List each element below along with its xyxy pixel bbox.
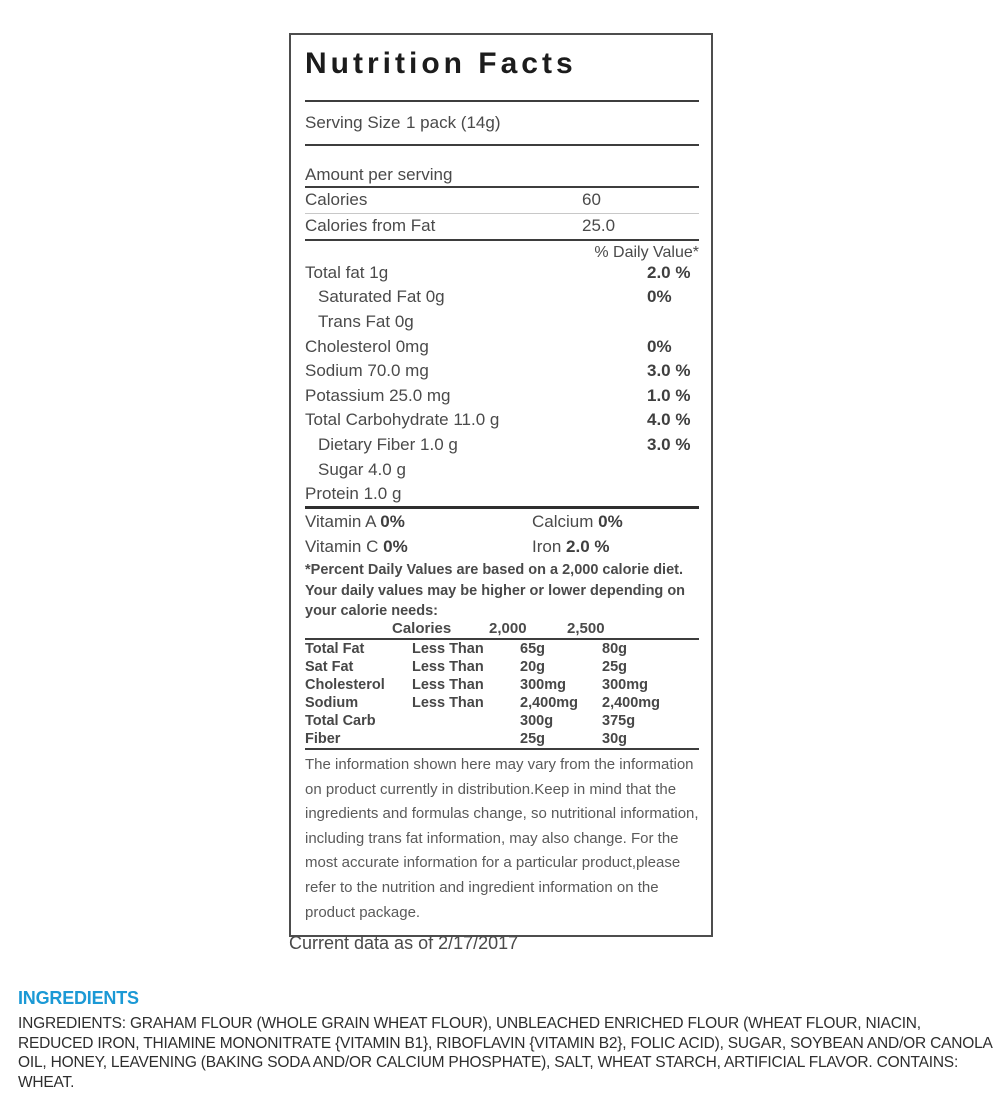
serving-size-value: 1 pack (14g): [406, 113, 501, 132]
spacer: [305, 146, 699, 164]
dv-table-row: Fiber 25g 30g: [305, 730, 627, 747]
ingredients-text: INGREDIENTS: GRAHAM FLOUR (WHOLE GRAIN WHEAT FLOUR), UNBLEACHED ENRICHED FLOUR (WHEAT FLOUR, NIACIN, REDUCED IRON, THIAMINE MONONITRATE {VITAMIN B1}, RIBOFLAVIN {VITAMIN B2}, FOLIC ACID), SUGAR, SOYBEAN AND/OR CANOLA OIL, HONEY, LEAVENING (BAKING SODA AND/OR CALCIUM PHOSPHATE), SALT, WHEAT STARCH, ARTIFICIAL FLAVOR. CONTAINS: WHEAT.: [18, 1015, 992, 1091]
label-title: Nutrition Facts: [305, 47, 577, 80]
calories-from-fat-row: [305, 214, 699, 239]
calories-from-fat-value: 25.0: [582, 216, 616, 235]
vitamin-row-2: [305, 534, 699, 559]
label-disclaimer: The information shown here may vary from the information on product currently in distribution.Keep in mind that the ingredients and formulas change, so nutritional information, including trans fat information, may also change. For the most accurate information for a particular product,please refer to the nutrition and ingredient information on the product package.: [305, 755, 699, 921]
vitamin-row-1: [305, 509, 699, 534]
nutrient-row-total-fat: Total fat 1g 2.0 %: [305, 262, 691, 282]
dv-table-row: Sat Fat Less Than 20g 25g: [305, 658, 627, 675]
daily-value-header: % Daily Value*: [594, 243, 699, 261]
nutrient-row-saturated-fat: Saturated Fat 0g 0%: [318, 287, 672, 307]
dv-table-row: Total Fat Less Than 65g 80g: [305, 640, 627, 657]
dv-table-row: Cholesterol Less Than 300mg 300mg: [305, 676, 648, 693]
calories-row: [305, 188, 699, 213]
calories-from-fat-label: Calories from Fat: [305, 216, 436, 235]
serving-size-row: [305, 102, 699, 144]
nutrient-row-cholesterol: Cholesterol 0mg 0%: [305, 336, 672, 356]
vitamin-c-label: Vitamin C: [305, 536, 384, 556]
calories-value: 60: [582, 190, 601, 209]
nutrient-row-dietary-fiber: Dietary Fiber 1.0 g 3.0 %: [318, 434, 691, 454]
dv-table-header: Calories 2,000 2,500: [392, 619, 605, 637]
vitamin-a-value: 0%: [380, 511, 405, 531]
nutrient-row-trans-fat: Trans Fat 0g: [318, 311, 414, 331]
calcium-label: Calcium: [532, 511, 599, 531]
current-data-note: Current data as of 2/17/2017: [289, 933, 519, 953]
vitamin-a-label: Vitamin A: [305, 511, 381, 531]
iron-label: Iron: [532, 536, 567, 556]
nutrition-facts-label: [289, 33, 713, 937]
nutrient-row-protein: Protein 1.0 g: [305, 484, 402, 504]
dv-table-row: Total Carb 300g 375g: [305, 712, 636, 729]
ingredients-heading: INGREDIENTS: [18, 988, 139, 1008]
calcium-value: 0%: [598, 511, 623, 531]
serving-size-label: Serving Size: [305, 113, 401, 132]
nutrient-row-sugar: Sugar 4.0 g: [318, 459, 406, 479]
calories-label: Calories: [305, 190, 368, 209]
nutrient-row-total-carbohydrate: Total Carbohydrate 11.0 g 4.0 %: [305, 410, 691, 430]
iron-value: 2.0 %: [566, 536, 610, 556]
nutrient-row-sodium: Sodium 70.0 mg 3.0 %: [305, 361, 691, 381]
nutrient-row-potassium: Potassium 25.0 mg 1.0 %: [305, 385, 691, 405]
dv-table-row: Sodium Less Than 2,400mg 2,400mg: [305, 694, 661, 711]
daily-value-footnote: *Percent Daily Values are based on a 2,000 calorie diet. Your daily values may be higher or lower depending on your calorie needs:: [305, 562, 686, 620]
amount-per-serving-header: Amount per serving: [305, 165, 453, 184]
ingredients-section: [18, 988, 998, 1092]
vitamin-c-value: 0%: [383, 536, 408, 556]
